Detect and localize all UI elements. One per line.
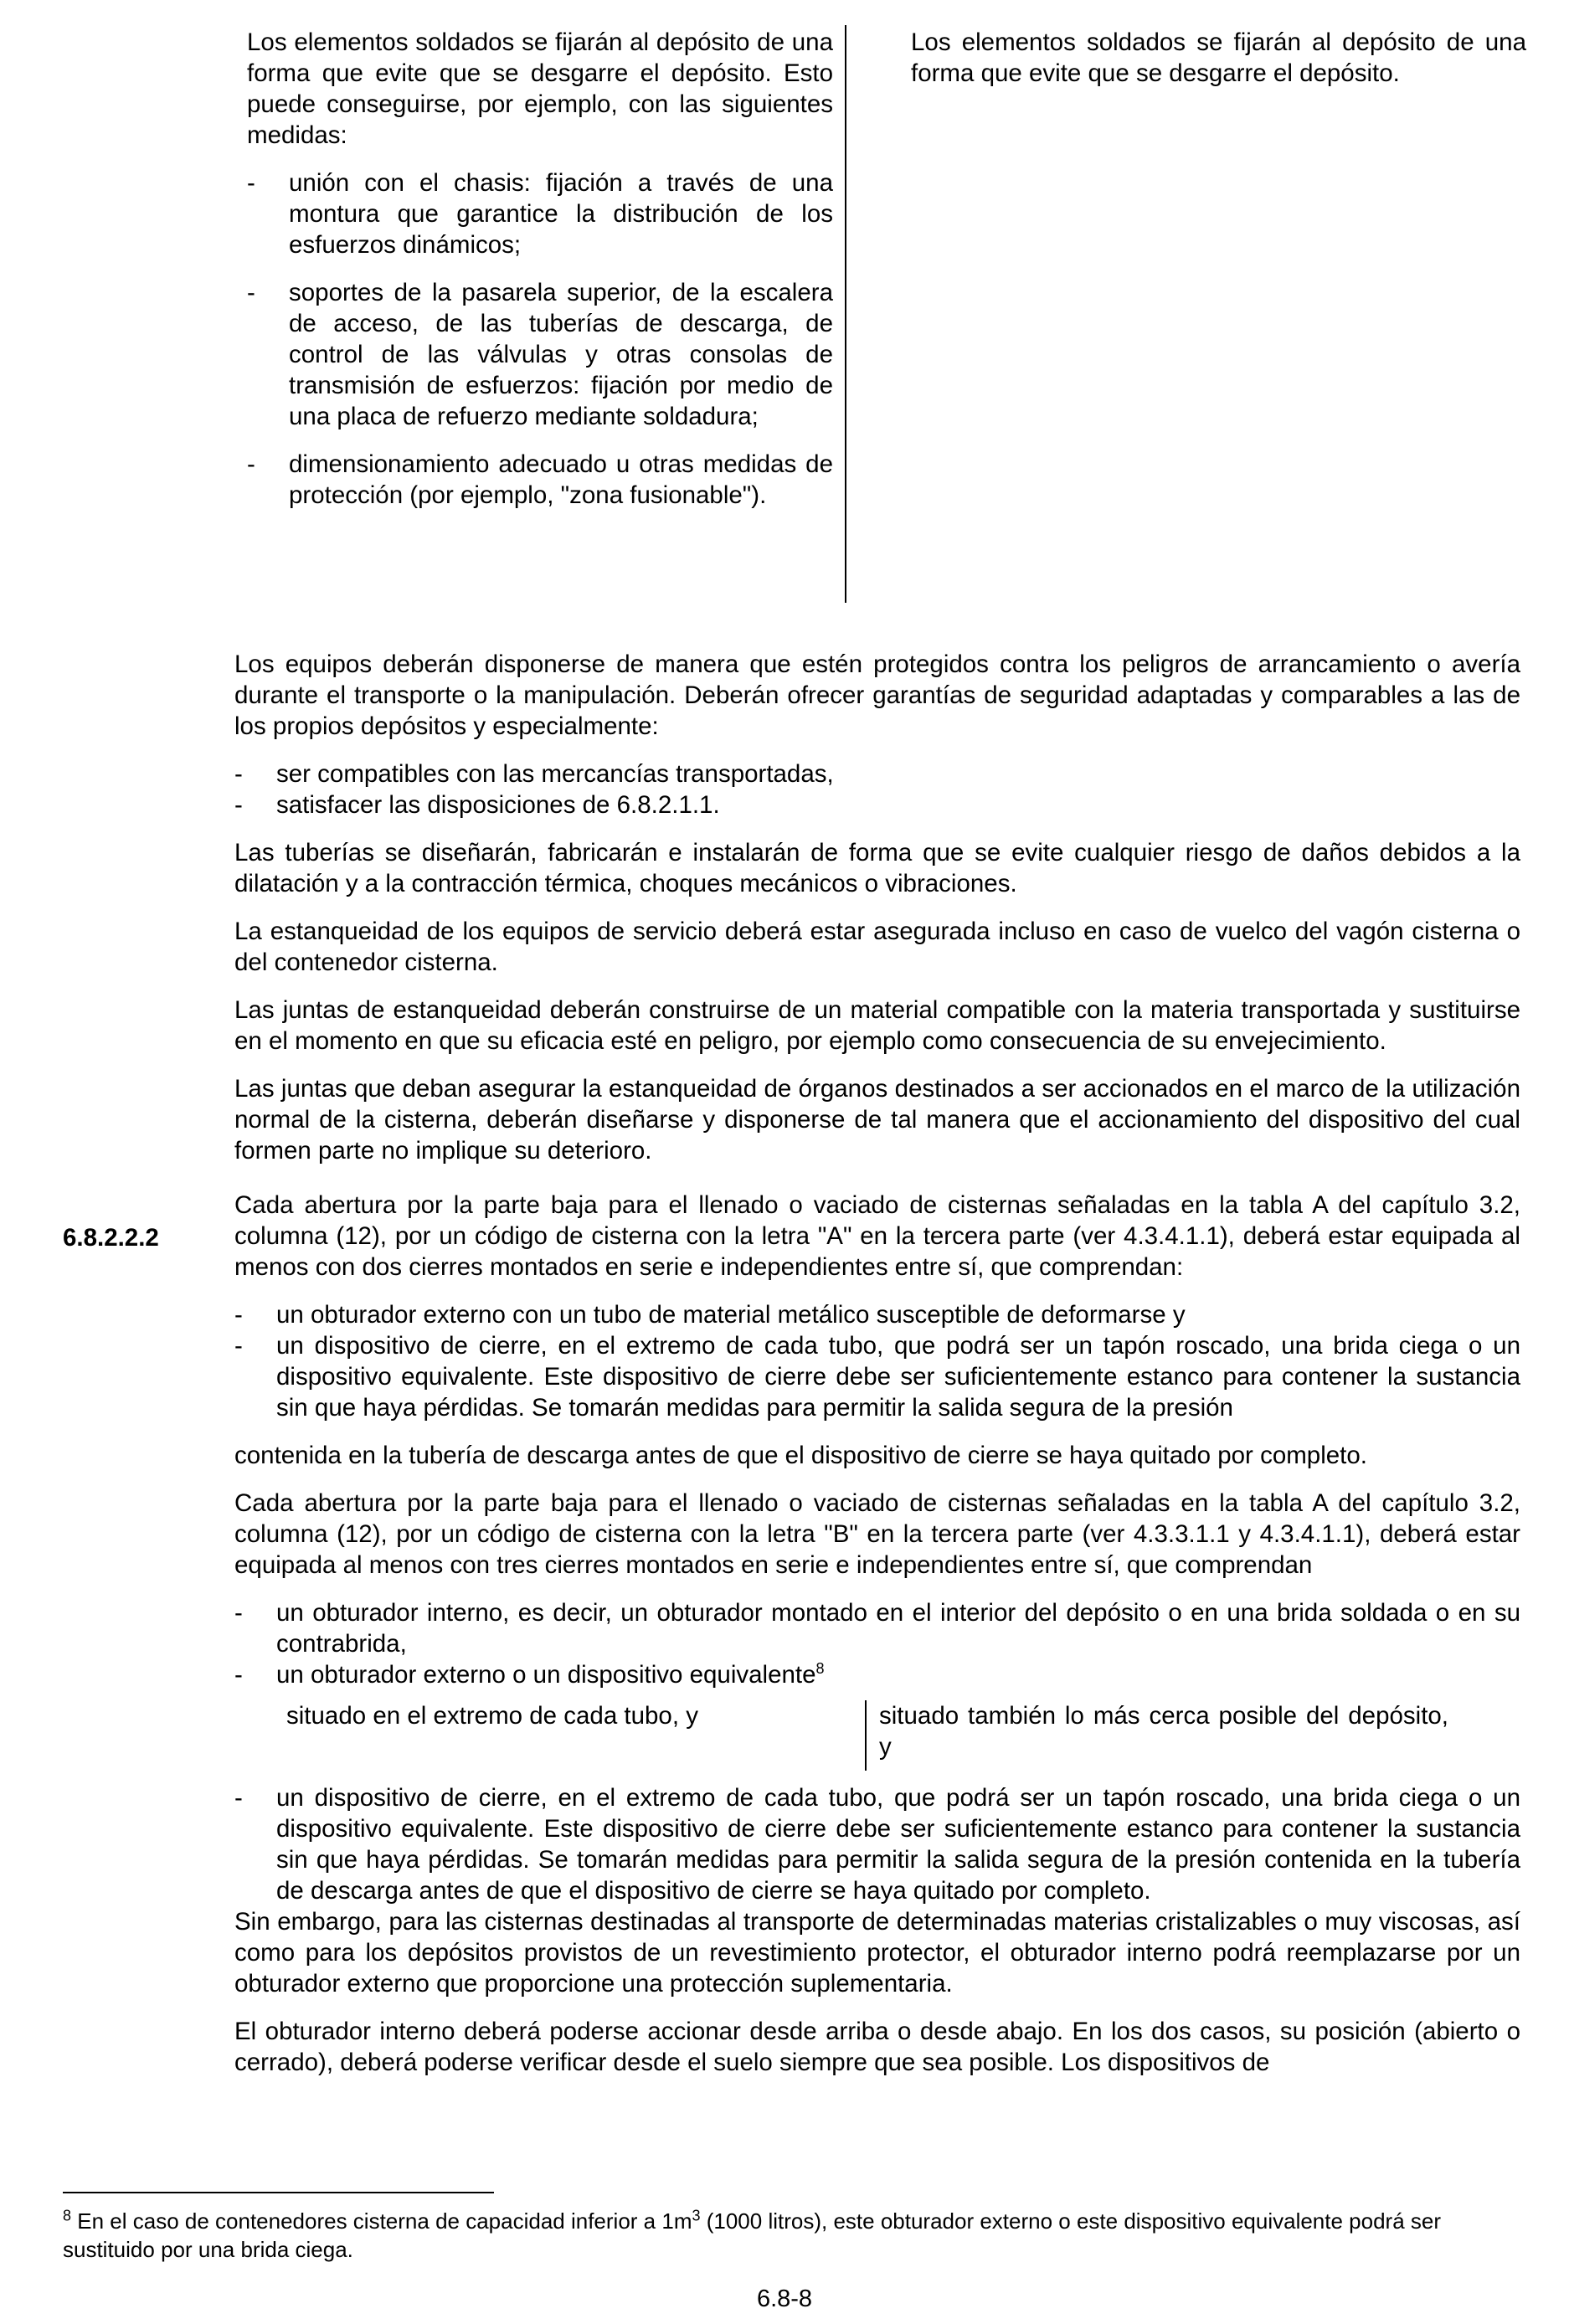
top-right-column bbox=[911, 27, 1526, 105]
column-divider bbox=[845, 25, 846, 603]
footnote bbox=[63, 2207, 1486, 2264]
paragraph: Las juntas de estanqueidad deberán construirse de un material compatible con la materia transportada y sustituirse en el momento en que su eficacia esté en peligro, por ejemplo como consecuencia de su envejecimiento. bbox=[234, 996, 1520, 1055]
section-paragraph: Cada abertura por la parte baja para el llenado o vaciado de cisternas señaladas en la tabla A del capítulo 3.2, columna (12), por un código de cisterna con la letra "A" en la tercera parte (ver 4.3.4.1.1), deberá estar equipada al menos con dos cierres montados en serie e independientes entre sí, que comprendan: bbox=[234, 1191, 1520, 1281]
list-item-text: un obturador externo o un dispositivo equivalente bbox=[276, 1661, 816, 1689]
list-item: - un obturador externo con un tubo de material metálico susceptible de deformarse y bbox=[234, 1299, 1520, 1330]
footnote-superscript: 3 bbox=[692, 2207, 701, 2224]
section-number: 6.8.2.2.2 bbox=[63, 1224, 159, 1252]
footnote-text-a: En el caso de contenedores cisterna de capacidad inferior a 1m bbox=[77, 2208, 692, 2234]
list-item: - satisfacer las disposiciones de 6.8.2.1.1. bbox=[234, 789, 1520, 820]
section-paragraph: Cada abertura por la parte baja para el llenado o vaciado de cisternas señaladas en la tabla A del capítulo 3.2, columna (12), por un código de cisterna con la letra "B" en la tercera parte (ver 4.3.3.1.1 y 4.3.4.1.1), deberá estar equipada al menos con tres cierres montados en serie e independientes entre sí, que comprendan bbox=[234, 1489, 1520, 1579]
top-left-column bbox=[247, 27, 833, 527]
paragraph: Sin embargo, para las cisternas destinadas al transporte de determinadas materias cristalizables o muy viscosas, así como para los depósitos provistos de un revestimiento protector, el obturador interno podrá reemplazarse por un obturador externo que proporcione una protección suplementaria. bbox=[234, 1908, 1520, 1998]
list-item: - un obturador interno, es decir, un obturador montado en el interior del depósito o en una brida soldada o en su contrabrida, bbox=[234, 1597, 1520, 1659]
list-item: - unión con el chasis: fijación a través de una montura que garantice la distribución de los esfuerzos dinámicos; bbox=[247, 167, 833, 260]
footnote-text-b: (1000 litros), este obturador externo o este dispositivo equivalente podrá ser sustituido por una brida ciega. bbox=[63, 2208, 1442, 2262]
list-item: - un dispositivo de cierre, en el extremo de cada tubo, que podrá ser un tapón roscado, una brida ciega o un dispositivo equivalente. Este dispositivo de cierre debe ser suficientemente estanco para contener la sustancia sin que haya pérdidas. Se tomarán medidas para permitir la salida segura de la presión bbox=[234, 1330, 1520, 1423]
list-item: - dimensionamiento adecuado u otras medidas de protección (por ejemplo, "zona fusionable"). bbox=[247, 449, 833, 511]
bullet-list bbox=[234, 1597, 1520, 1690]
split-alternatives bbox=[234, 1700, 1520, 1771]
bullet-list bbox=[234, 758, 1520, 820]
list-item: - soportes de la pasarela superior, de la escalera de acceso, de las tuberías de descarga, de control de las válvulas y otras consolas de transmisión de esfuerzos: fijación por medio de una placa de refuerzo mediante soldadura; bbox=[247, 277, 833, 432]
paragraph: Las juntas que deban asegurar la estanqueidad de órganos destinados a ser accionados en el marco de la utilización normal de la cisterna, deberán diseñarse y disponerse de tal manera que el accionamiento del dispositivo del cual formen parte no implique su deterioro. bbox=[234, 1075, 1520, 1165]
page-number: 6.8-8 bbox=[756, 2285, 813, 2312]
footnote-rule bbox=[63, 2192, 494, 2193]
split-divider bbox=[865, 1700, 867, 1771]
paragraph: contenida en la tubería de descarga antes de que el dispositivo de cierre se haya quitado por completo. bbox=[234, 1442, 1367, 1469]
bullet-list bbox=[234, 1299, 1520, 1423]
top-left-intro: Los elementos soldados se fijarán al depósito de una forma que evite que se desgarre el depósito. Esto puede conseguirse, por ejemplo, con las siguientes medidas: bbox=[247, 28, 833, 149]
footnote-reference[interactable]: 8 bbox=[815, 1660, 825, 1678]
list-item: - ser compatibles con las mercancías transportadas, bbox=[234, 758, 1520, 789]
paragraph: La estanqueidad de los equipos de servicio deberá estar asegurada incluso en caso de vuelco del vagón cisterna o del contenedor cisterna. bbox=[234, 918, 1520, 976]
split-right-text: situado también lo más cerca posible del depósito, y bbox=[879, 1702, 1448, 1761]
paragraph: Las tuberías se diseñarán, fabricarán e instalarán de forma que se evite cualquier riesgo de daños debidos a la dilatación y a la contracción térmica, choques mecánicos o vibraciones. bbox=[234, 839, 1520, 897]
main-body bbox=[234, 649, 1520, 2095]
paragraph: El obturador interno deberá poderse accionar desde arriba o desde abajo. En los dos casos, su posición (abierto o cerrado), deberá poderse verificar desde el suelo siempre que sea posible. Los dispositivos de bbox=[234, 2018, 1520, 2076]
split-left-text: situado en el extremo de cada tubo, y bbox=[286, 1702, 698, 1730]
footnote-number: 8 bbox=[63, 2207, 72, 2224]
top-right-text: Los elementos soldados se fijarán al depósito de una forma que evite que se desgarre el depósito. bbox=[911, 28, 1526, 87]
list-item: - un dispositivo de cierre, en el extremo de cada tubo, que podrá ser un tapón roscado, una brida ciega o un dispositivo equivalente. Este dispositivo de cierre debe ser suficientemente estanco para contener la sustancia sin que haya pérdidas. Se tomarán medidas para permitir la salida segura de la presión contenida en la tubería de descarga antes de que el dispositivo de cierre se haya quitado por completo. bbox=[234, 1782, 1520, 1906]
list-item bbox=[234, 1659, 1520, 1690]
paragraph: Los equipos deberán disponerse de manera que estén protegidos contra los peligros de arrancamiento o avería durante el transporte o la manipulación. Deberán ofrecer garantías de seguridad adaptadas y comparables a las de los propios depósitos y especialmente: bbox=[234, 650, 1520, 740]
